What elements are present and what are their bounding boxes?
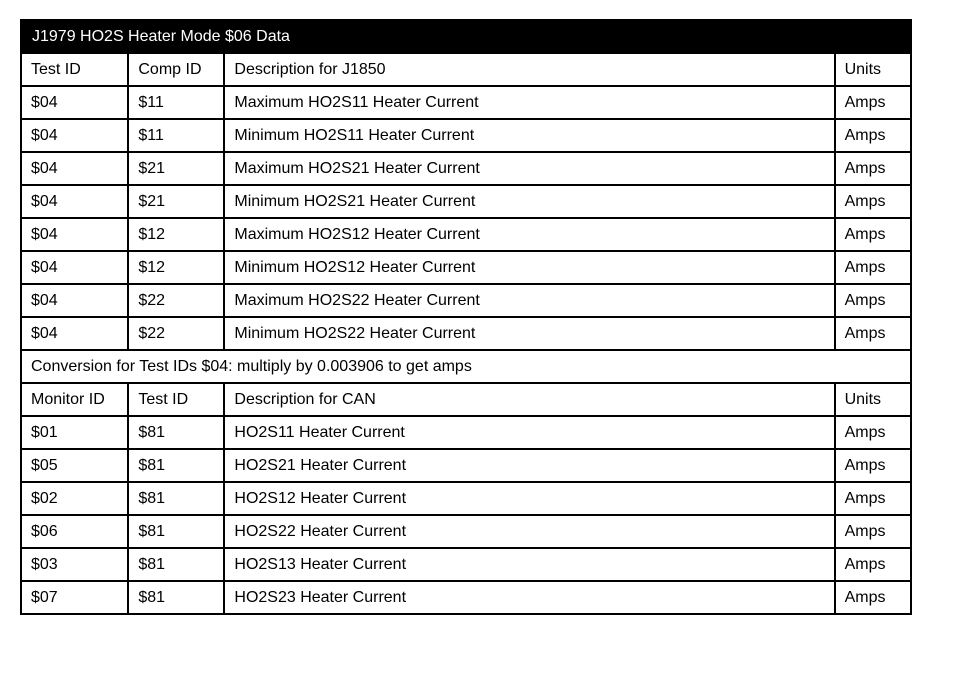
- column-header: Description for J1850: [224, 53, 834, 86]
- section2-header-row: [21, 383, 911, 416]
- table-row: [21, 548, 911, 581]
- table-cell: Minimum HO2S21 Heater Current: [224, 185, 834, 218]
- table-cell: HO2S23 Heater Current: [224, 581, 834, 614]
- table-cell: $81: [128, 482, 224, 515]
- section1-header-row: [21, 53, 911, 86]
- table-cell: $04: [21, 284, 128, 317]
- column-header: Test ID: [21, 53, 128, 86]
- table-cell: $04: [21, 86, 128, 119]
- table-cell: $05: [21, 449, 128, 482]
- column-header: Monitor ID: [21, 383, 128, 416]
- table-cell: $11: [128, 86, 224, 119]
- table-cell: $04: [21, 185, 128, 218]
- table-cell: Minimum HO2S22 Heater Current: [224, 317, 834, 350]
- table-row: [21, 482, 911, 515]
- table-cell: HO2S13 Heater Current: [224, 548, 834, 581]
- table-row: [21, 515, 911, 548]
- table-cell: $21: [128, 185, 224, 218]
- table-cell: $04: [21, 152, 128, 185]
- table-cell: $22: [128, 317, 224, 350]
- table-row: [21, 416, 911, 449]
- table-cell: $81: [128, 548, 224, 581]
- table-row: [21, 581, 911, 614]
- table-cell: HO2S22 Heater Current: [224, 515, 834, 548]
- table-cell: $81: [128, 515, 224, 548]
- table-cell: $12: [128, 251, 224, 284]
- table-cell: $04: [21, 251, 128, 284]
- table-cell: Amps: [835, 317, 911, 350]
- table-cell: $04: [21, 218, 128, 251]
- table-title-row: [21, 20, 911, 53]
- table-row: [21, 317, 911, 350]
- table-cell: Amps: [835, 284, 911, 317]
- table-cell: $81: [128, 449, 224, 482]
- table-cell: Amps: [835, 251, 911, 284]
- table-cell: Maximum HO2S21 Heater Current: [224, 152, 834, 185]
- table-cell: Minimum HO2S12 Heater Current: [224, 251, 834, 284]
- table-cell: Amps: [835, 548, 911, 581]
- table-row: [21, 449, 911, 482]
- table-cell: $22: [128, 284, 224, 317]
- table-cell: Amps: [835, 581, 911, 614]
- column-header: Units: [835, 53, 911, 86]
- table-cell: Maximum HO2S22 Heater Current: [224, 284, 834, 317]
- table-cell: HO2S11 Heater Current: [224, 416, 834, 449]
- table-title: J1979 HO2S Heater Mode $06 Data: [21, 20, 911, 53]
- table-cell: Maximum HO2S12 Heater Current: [224, 218, 834, 251]
- table-cell: $03: [21, 548, 128, 581]
- table-cell: $12: [128, 218, 224, 251]
- table-cell: $81: [128, 416, 224, 449]
- table-cell: $21: [128, 152, 224, 185]
- table-cell: Amps: [835, 515, 911, 548]
- table-cell: Minimum HO2S11 Heater Current: [224, 119, 834, 152]
- table-cell: Amps: [835, 86, 911, 119]
- table-cell: Amps: [835, 218, 911, 251]
- column-header: Comp ID: [128, 53, 224, 86]
- table-row: [21, 185, 911, 218]
- table-row: [21, 119, 911, 152]
- table-cell: Maximum HO2S11 Heater Current: [224, 86, 834, 119]
- table-row: [21, 251, 911, 284]
- conversion-note: Conversion for Test IDs $04: multiply by 0.003906 to get amps: [21, 350, 911, 383]
- table-cell: HO2S12 Heater Current: [224, 482, 834, 515]
- table-cell: $01: [21, 416, 128, 449]
- table-cell: $04: [21, 119, 128, 152]
- column-header: Description for CAN: [224, 383, 834, 416]
- table-cell: $06: [21, 515, 128, 548]
- table-row: [21, 218, 911, 251]
- table-cell: Amps: [835, 152, 911, 185]
- table-cell: Amps: [835, 119, 911, 152]
- column-header: Units: [835, 383, 911, 416]
- table-cell: Amps: [835, 185, 911, 218]
- table-row: [21, 86, 911, 119]
- table-cell: Amps: [835, 482, 911, 515]
- table-cell: $02: [21, 482, 128, 515]
- table-cell: $07: [21, 581, 128, 614]
- table-cell: $81: [128, 581, 224, 614]
- table-cell: HO2S21 Heater Current: [224, 449, 834, 482]
- heater-mode-06-table: [20, 19, 912, 615]
- table-cell: Amps: [835, 449, 911, 482]
- table-row: [21, 284, 911, 317]
- table-row: [21, 152, 911, 185]
- table-cell: Amps: [835, 416, 911, 449]
- table-cell: $11: [128, 119, 224, 152]
- column-header: Test ID: [128, 383, 224, 416]
- table-cell: $04: [21, 317, 128, 350]
- conversion-note-row: [21, 350, 911, 383]
